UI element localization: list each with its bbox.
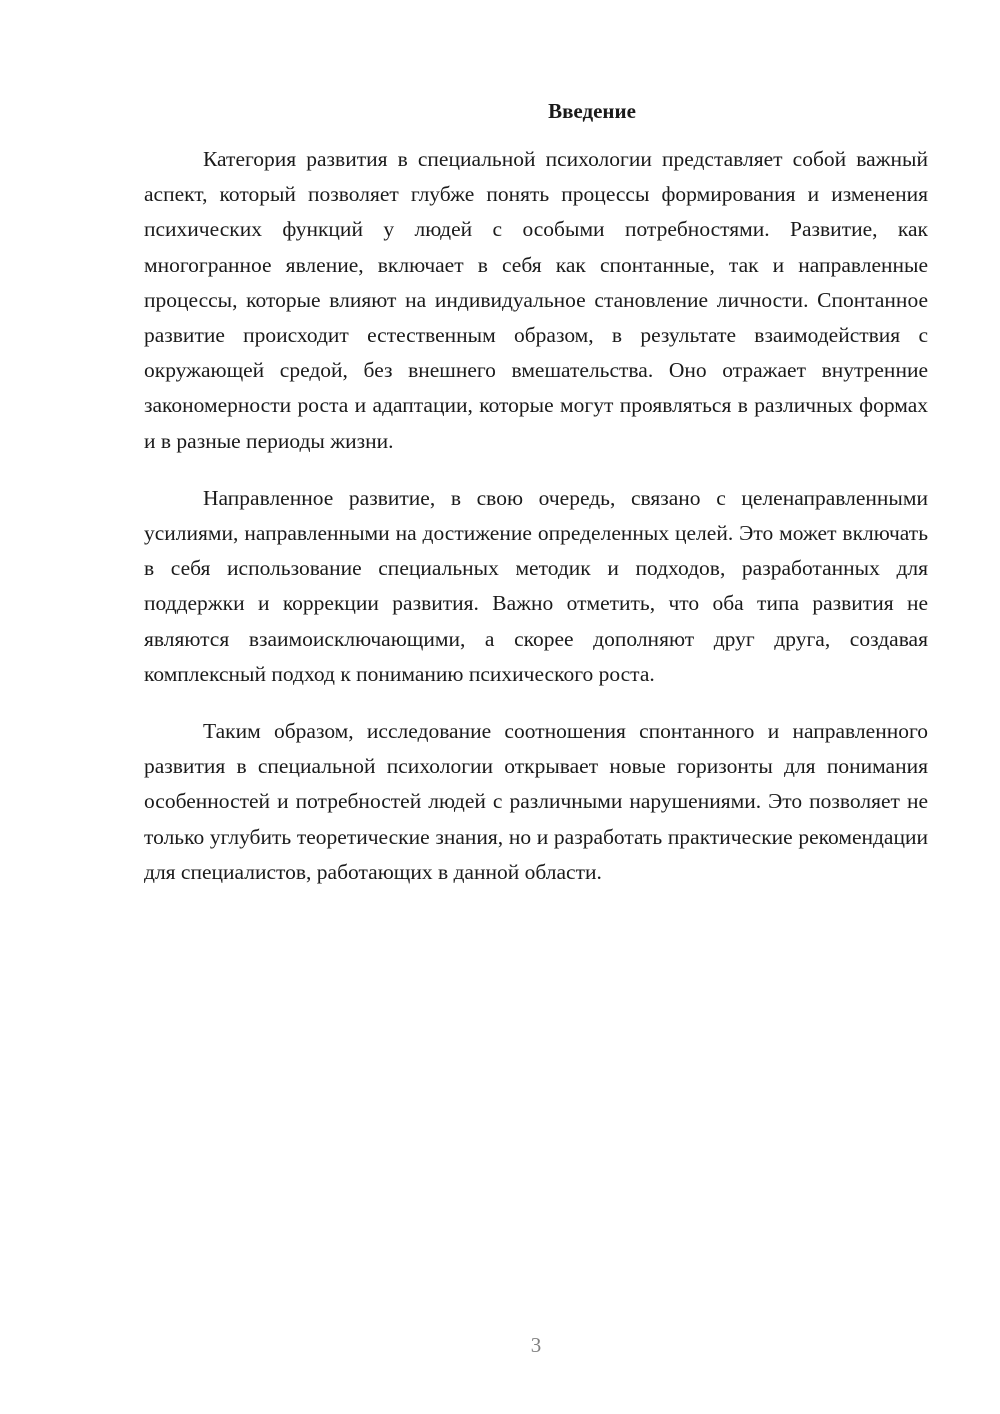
page-number: 3 bbox=[530, 1333, 542, 1357]
section-heading-text: Введение bbox=[548, 99, 636, 123]
paragraph-2: Направленное развитие, в свою очередь, связано с целенаправленными усилиями, направленными на достижение определенных целей. Это может включать в себя использование специальных методик и подходов, разработанных для поддержки и коррекции развития. Важно отметить, что оба типа развития не являются взаимоисключающими, а скорее дополняют друг друга, создавая комплексный подход к пониманию психического роста. bbox=[144, 485, 928, 686]
section-heading bbox=[144, 97, 928, 125]
paragraph-3: Таким образом, исследование соотношения спонтанного и направленного развития в специальной психологии открывает новые горизонты для понимания особенностей и потребностей людей с различными нарушениями. Это позволяет не только углубить теоретические знания, но и разработать практические рекомендации для специалистов, работающих в данной области. bbox=[144, 719, 928, 884]
paragraph-1: Категория развития в специальной психологии представляет собой важный аспект, который позволяет глубже понять процессы формирования и изменения психических функций у людей с особыми потребностями. Развитие, как многогранное явление, включает в себя как спонтанные, так и направленные процессы, которые влияют на индивидуальное становление личности. Спонтанное развитие происходит естественным образом, в результате взаимодействия с окружающей средой, без внешнего вмешательства. Оно отражает внутренние закономерности роста и адаптации, которые могут проявляться в различных формах и в разные периоды жизни. bbox=[144, 147, 928, 453]
body-text bbox=[144, 142, 928, 912]
